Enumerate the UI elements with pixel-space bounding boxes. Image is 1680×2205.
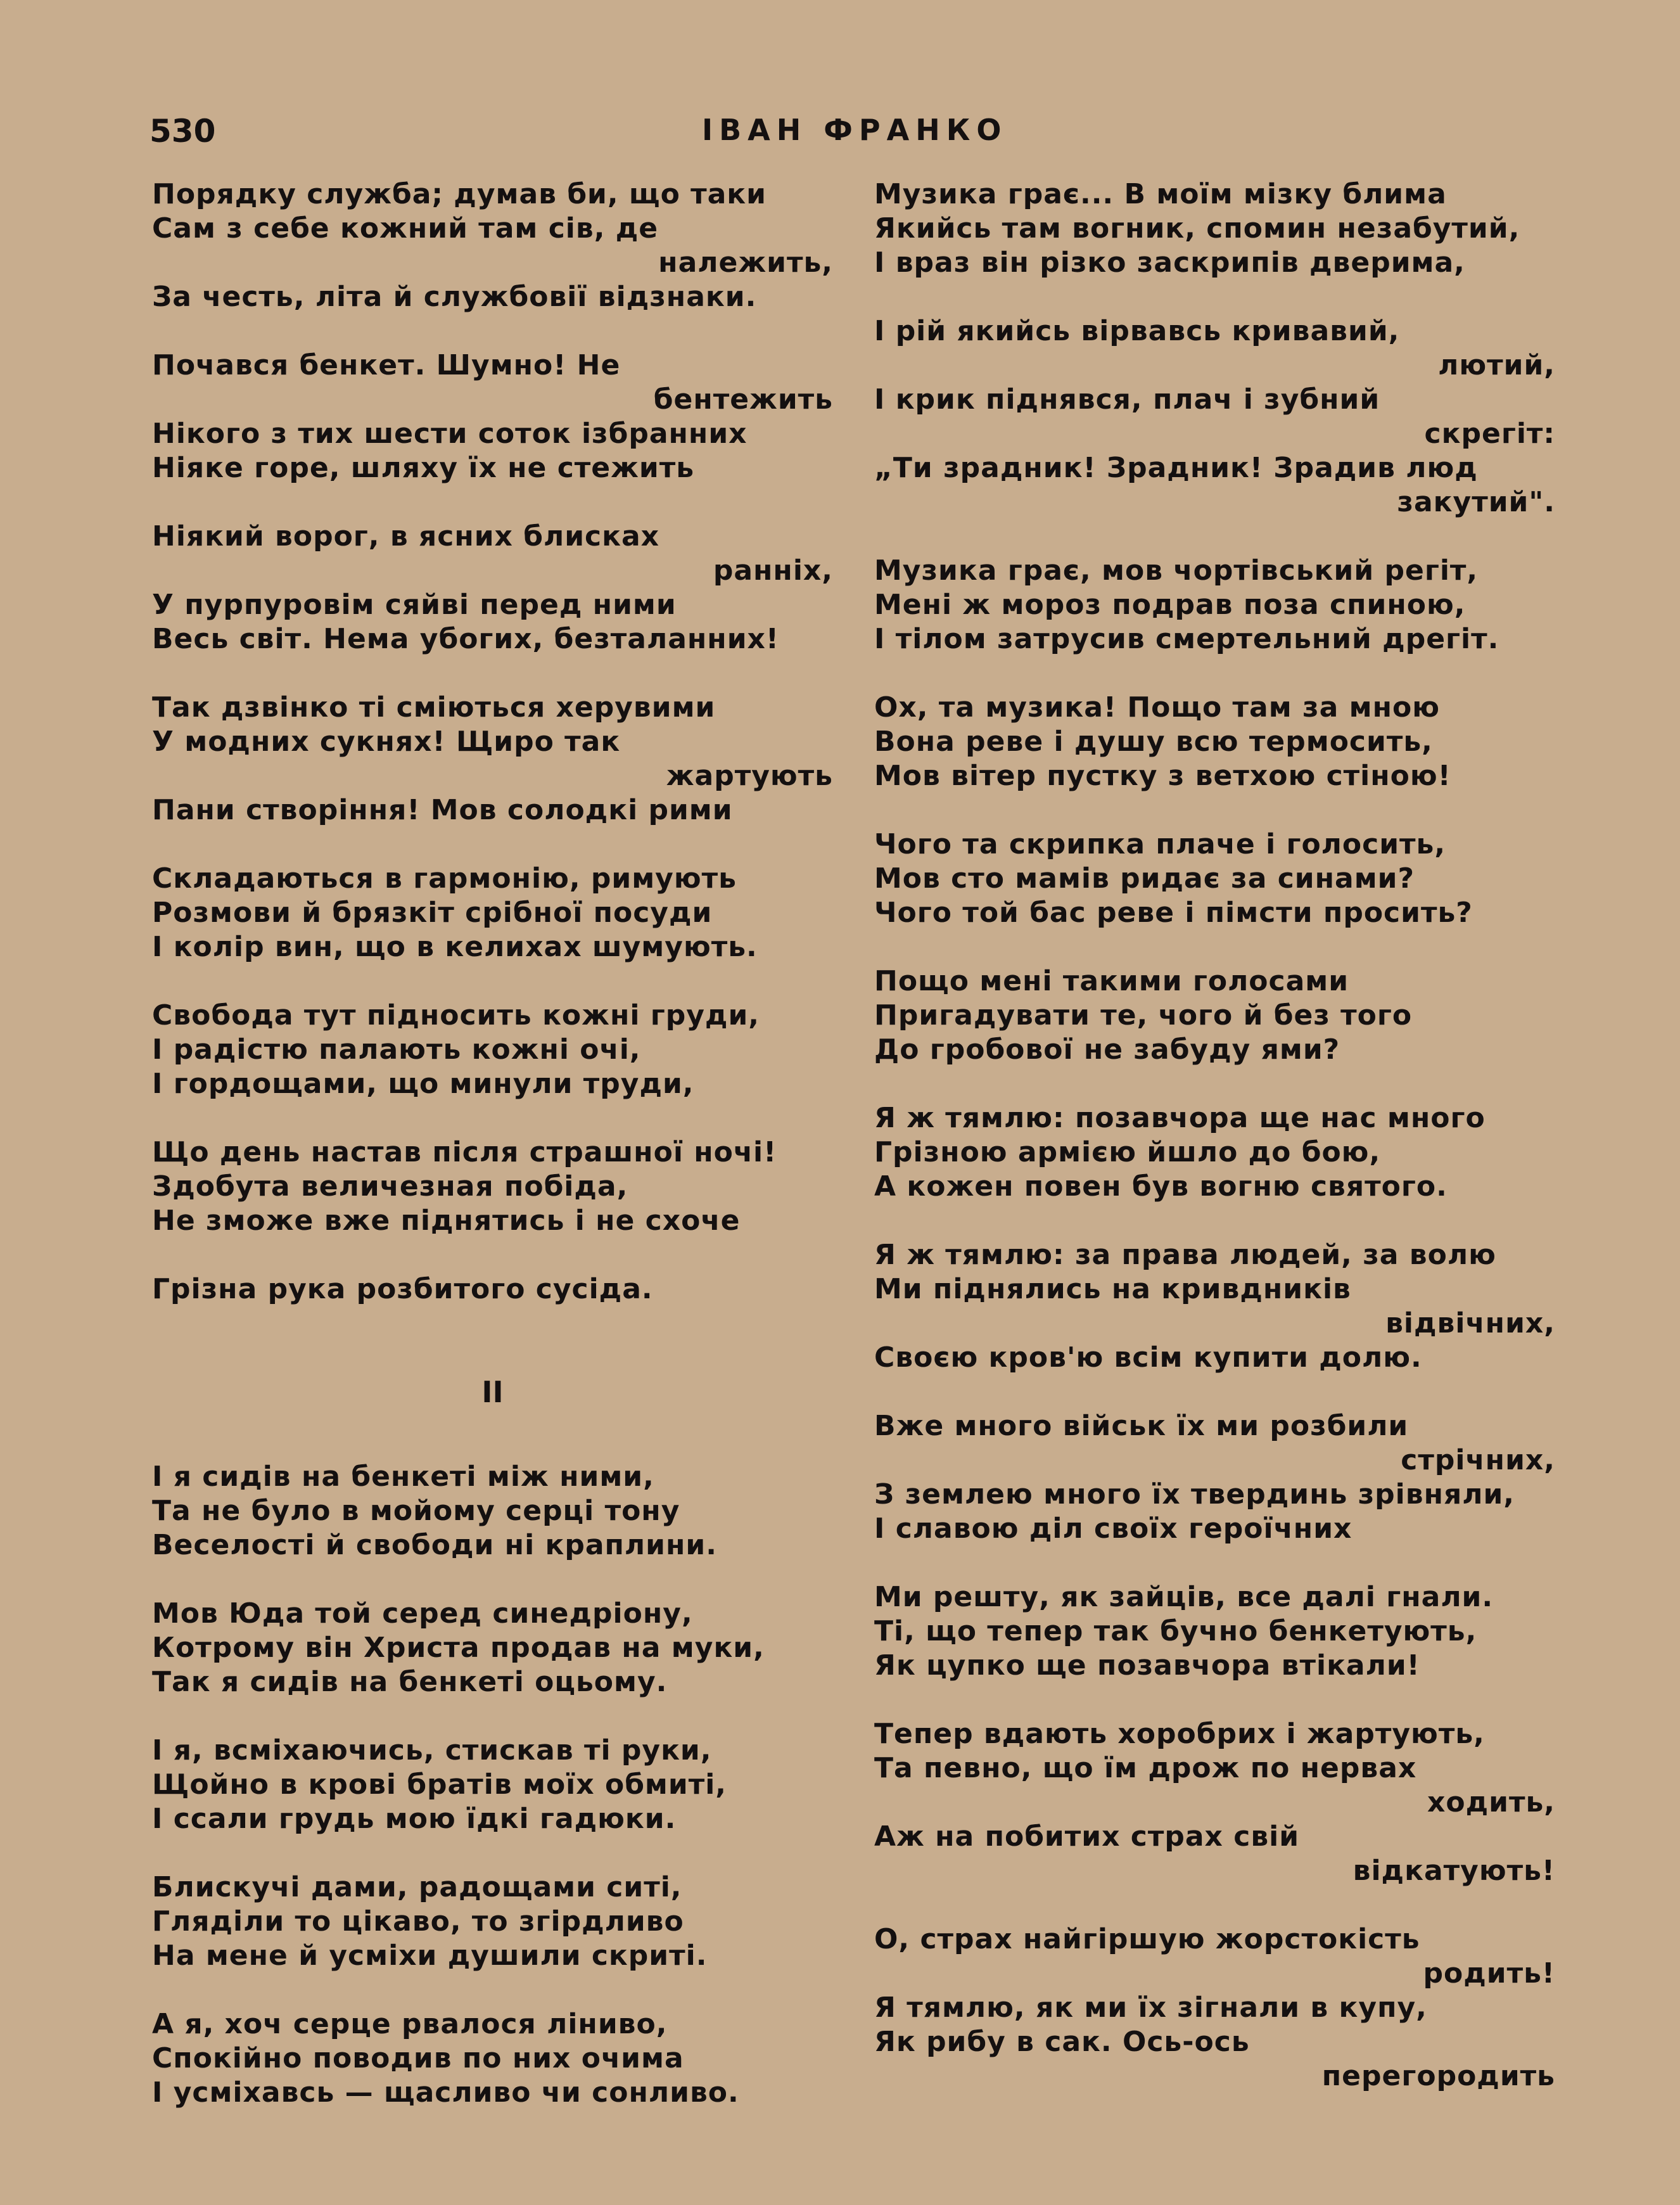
verse-line: Пощо мені такими голосами — [874, 965, 1349, 997]
right-column — [874, 177, 1555, 2128]
verse-line: За честь, літа й службовії відзнаки. — [152, 281, 757, 313]
stanza — [152, 1870, 833, 1973]
verse-line: стрічних, — [1401, 1444, 1555, 1476]
verse-line: Так я сидів на бенкеті оцьому. — [152, 1666, 668, 1698]
verse-line: Ніяке горе, шляху їх не стежить — [152, 452, 695, 484]
stanza — [152, 2007, 833, 2110]
verse-line: О, страх найгіршую жорстокість — [874, 1923, 1420, 1955]
verse-line: „Ти зрадник! Зрадник! Зрадив люд — [874, 452, 1478, 484]
stanza — [874, 691, 1555, 793]
verse-line: Спокійно поводив по них очима — [152, 2042, 684, 2074]
verse-line: Тепер вдають хоробрих і жартують, — [874, 1718, 1485, 1750]
verse-line: І тілом затрусив смертельний дрегіт. — [874, 623, 1499, 655]
verse-line: скрегіт: — [1424, 418, 1555, 450]
verse-line: І крик піднявся, плач і зубний — [874, 383, 1380, 416]
running-title: ІВАН ФРАНКО — [702, 113, 1008, 147]
verse-line: Щойно в крові братів моїх обмиті, — [152, 1768, 727, 1801]
verse-line: Свобода тут підносить кожні груди, — [152, 999, 760, 1032]
stanza — [874, 1409, 1555, 1546]
section-numeral: II — [481, 1375, 504, 1409]
stanza — [874, 1922, 1555, 2093]
verse-line: Та певно, що їм дрож по нервах — [874, 1752, 1417, 1784]
verse-line: До гробової не забуду ями? — [874, 1033, 1340, 1066]
verse-line: І я, всміхаючись, стискав ті руки, — [152, 1734, 712, 1767]
stanza — [874, 1238, 1555, 1375]
verse-line: Та не було в мойому серці тону — [152, 1495, 680, 1527]
verse-line: ранніх, — [713, 554, 833, 587]
verse-line: жартують — [666, 760, 833, 792]
verse-line: Як цупко ще позавчора втікали! — [874, 1649, 1420, 1682]
verse-line: Грізною армією йшло до бою, — [874, 1136, 1381, 1168]
verse-line: Грізна рука розбитого сусіда. — [152, 1273, 653, 1305]
verse-line: Ті, що тепер так бучно бенкетують, — [874, 1615, 1477, 1647]
verse-line: І враз він різко заскрипів дверима, — [874, 246, 1465, 279]
stanza — [152, 520, 833, 656]
verse-line: Сам з себе кожний там сів, де — [152, 212, 659, 245]
verse-line: Ми решту, як зайців, все далі гнали. — [874, 1581, 1494, 1613]
poem-part-two — [152, 1460, 833, 2110]
verse-line: І гордощами, що минули труди, — [152, 1068, 694, 1100]
verse-line: родить! — [1423, 1957, 1555, 1990]
verse-line: Мов вітер пустку з ветхою стіною! — [874, 760, 1451, 792]
stanza — [152, 999, 833, 1101]
stanza — [152, 177, 833, 314]
verse-line: І ссали грудь мою їдкі гадюки. — [152, 1803, 677, 1835]
verse-line: закутий". — [1397, 486, 1555, 518]
verse-line: Нікого з тих шести соток ізбранних — [152, 418, 748, 450]
left-column — [152, 177, 833, 2144]
verse-line: На мене й усміхи душили скриті. — [152, 1940, 708, 1972]
verse-line: З землею много їх твердинь зрівняли, — [874, 1478, 1515, 1511]
verse-line: бентежить — [653, 383, 833, 416]
verse-line: Своєю кров'ю всім купити долю. — [874, 1341, 1422, 1374]
verse-line: А кожен повен був вогню святого. — [874, 1170, 1448, 1203]
verse-line: Що день настав після страшної ночі! — [152, 1136, 777, 1168]
verse-line: Почався бенкет. Шумно! Не — [152, 349, 621, 381]
verse-line: належить, — [658, 246, 833, 279]
verse-line: Я тямлю, як ми їх зігнали в купу, — [874, 1991, 1427, 2024]
stanza — [874, 554, 1555, 656]
stanza — [152, 862, 833, 964]
verse-line: Так дзвінко ті сміються херувими — [152, 691, 716, 724]
stanza — [152, 1460, 833, 1563]
verse-line: І славою діл своїх героїчних — [874, 1512, 1352, 1545]
verse-line: Вже много військ їх ми розбили — [874, 1410, 1409, 1442]
stanza — [874, 828, 1555, 930]
verse-line: Музика грає, мов чортівський регіт, — [874, 554, 1479, 587]
verse-line: ходить, — [1427, 1786, 1555, 1818]
verse-line: Ми піднялись на кривдників — [874, 1273, 1351, 1305]
stanza — [152, 1272, 833, 1307]
verse-line: Мов Юда той серед синедріону, — [152, 1597, 693, 1630]
verse-line: відвічних, — [1385, 1307, 1555, 1339]
verse-line: Пригадувати те, чого й без того — [874, 999, 1413, 1032]
verse-line: Весь світ. Нема убогих, безталанних! — [152, 623, 779, 655]
poem-part-two-continued — [874, 177, 1555, 2093]
verse-line: Як рибу в сак. Ось-ось — [874, 2026, 1250, 2058]
verse-line: І колір вин, що в келихах шумують. — [152, 931, 758, 963]
verse-line: Вона реве і душу всю термосить, — [874, 725, 1433, 758]
verse-line: Здобута величезная побіда, — [152, 1170, 628, 1203]
stanza — [152, 1597, 833, 1699]
page-header — [0, 113, 1680, 157]
verse-line: Не зможе вже піднятись і не схоче — [152, 1205, 741, 1237]
stanza — [874, 1580, 1555, 1683]
verse-line: А я, хоч серце рвалося ліниво, — [152, 2008, 668, 2040]
stanza — [874, 177, 1555, 280]
stanza — [152, 1135, 833, 1238]
verse-line: І усміхавсь — щасливо чи сонливо. — [152, 2076, 739, 2109]
verse-line: І рій якийсь вірвавсь кривавий, — [874, 315, 1400, 347]
verse-line: перегородить — [1321, 2060, 1555, 2092]
verse-line: У модних сукнях! Щиро так — [152, 725, 621, 758]
stanza — [874, 1717, 1555, 1888]
verse-line: Порядку служба; думав би, що таки — [152, 178, 767, 210]
poem-part-one — [152, 177, 833, 1307]
verse-line: Мені ж мороз подрав поза спиною, — [874, 589, 1466, 621]
verse-line: Розмови й брязкіт срібної посуди — [152, 897, 713, 929]
stanza — [874, 964, 1555, 1067]
verse-line: відкатують! — [1352, 1855, 1555, 1887]
verse-line: Блискучі дами, радощами ситі, — [152, 1871, 682, 1903]
verse-line: Гляділи то цікаво, то згірдливо — [152, 1905, 684, 1938]
verse-line: Аж на побитих страх свій — [874, 1820, 1300, 1853]
stanza — [152, 691, 833, 828]
verse-line: Пани створіння! Мов солодкі рими — [152, 794, 733, 826]
verse-line: І я сидів на бенкеті між ними, — [152, 1460, 654, 1493]
verse-line: Ох, та музика! Пощо там за мною — [874, 691, 1440, 724]
verse-line: У пурпуровім сяйві перед ними — [152, 589, 677, 621]
stanza — [874, 1101, 1555, 1204]
verse-line: Чого та скрипка плаче і голосить, — [874, 828, 1446, 860]
verse-line: Мов сто мамів ридає за синами? — [874, 862, 1415, 895]
verse-line: Я ж тямлю: за права людей, за волю — [874, 1239, 1496, 1271]
verse-line: Музика грає... В моїм мізку блима — [874, 178, 1447, 210]
verse-line: лютий, — [1438, 349, 1555, 381]
stanza — [152, 1734, 833, 1836]
verse-line: Я ж тямлю: позавчора ще нас много — [874, 1102, 1486, 1134]
verse-line: Котрому він Христа продав на муки, — [152, 1632, 765, 1664]
verse-line: Складаються в гармонію, римують — [152, 862, 737, 895]
verse-line: Веселості й свободи ні краплини. — [152, 1529, 717, 1561]
stanza — [874, 314, 1555, 520]
stanza — [152, 348, 833, 485]
page-number: 530 — [150, 113, 216, 150]
verse-line: Якийсь там вогник, спомин незабутий, — [874, 212, 1520, 245]
verse-line: І радістю палають кожні очі, — [152, 1033, 641, 1066]
verse-line: Чого той бас реве і пімсти просить? — [874, 897, 1473, 929]
verse-line: Ніякий ворог, в ясних блисках — [152, 520, 660, 553]
